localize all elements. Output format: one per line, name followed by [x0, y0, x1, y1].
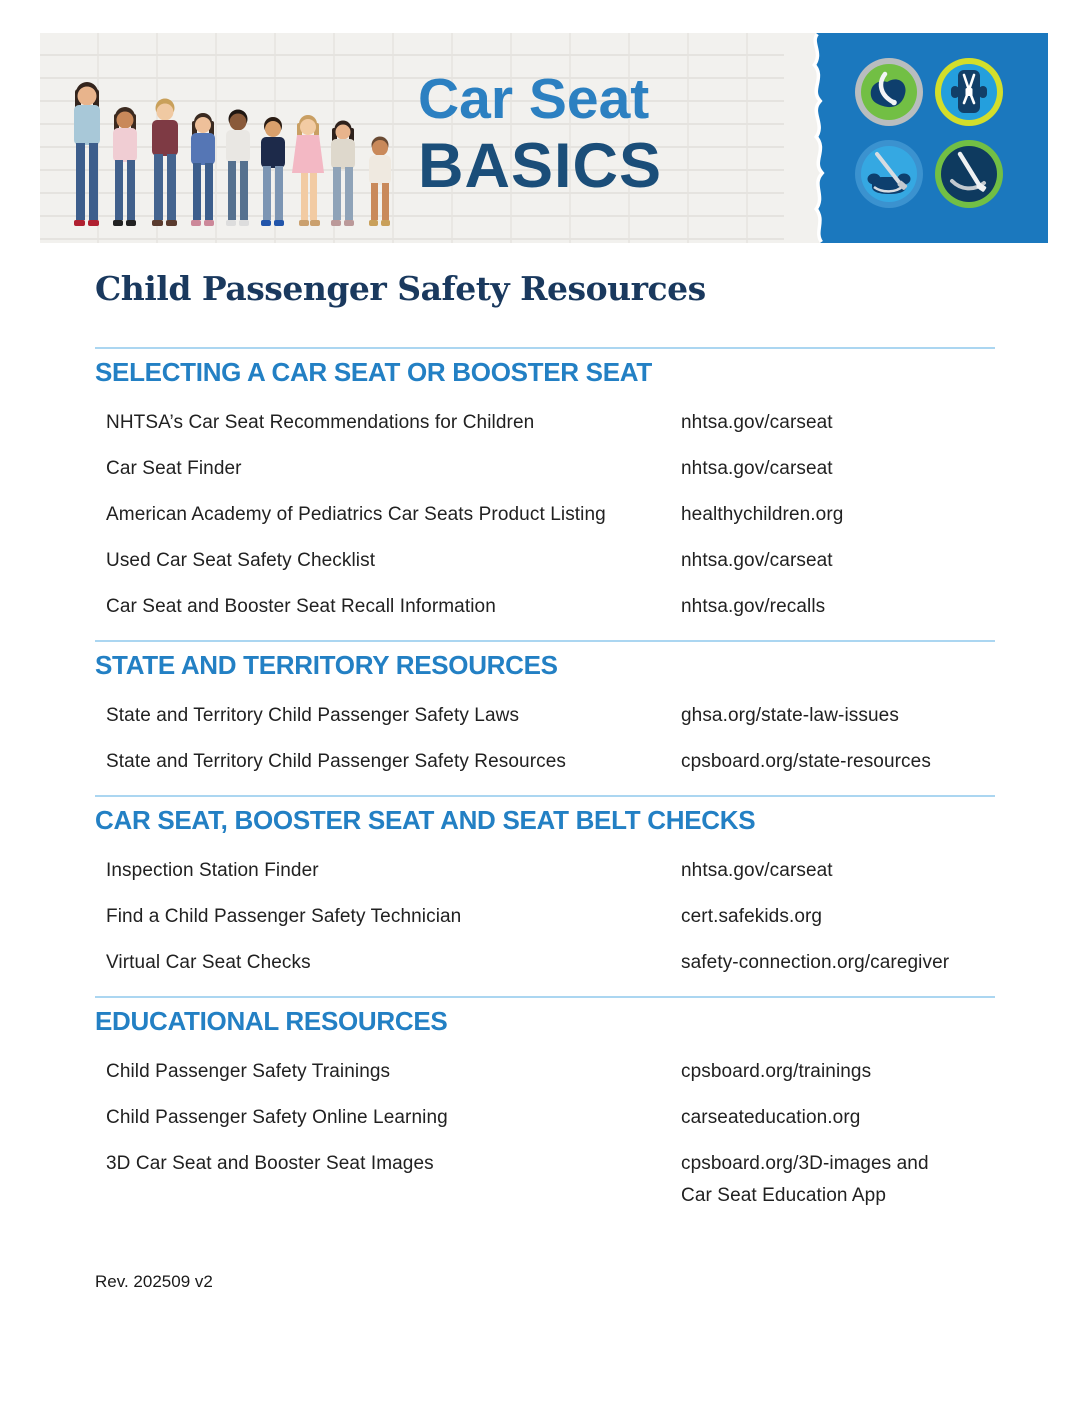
section-divider: [95, 996, 995, 998]
content: [95, 243, 995, 1293]
resource-row: [95, 904, 995, 929]
section-heading: CAR SEAT, BOOSTER SEAT AND SEAT BELT CHECKS: [95, 805, 756, 835]
resource-row: [95, 410, 995, 435]
resource-link-line1[interactable]: cpsboard.org/trainings: [681, 1061, 872, 1082]
resource-link-line1[interactable]: cpsboard.org/state-resources: [681, 751, 931, 772]
resource-link-line1[interactable]: cpsboard.org/3D-images and: [681, 1153, 929, 1174]
infant-carrier-badge-icon: [854, 57, 924, 127]
resource-link[interactable]: [681, 1105, 995, 1130]
resource-link-line1[interactable]: nhtsa.gov/carseat: [681, 860, 833, 881]
banner-title: [418, 67, 663, 201]
resource-link[interactable]: [681, 502, 995, 527]
resource-link[interactable]: [681, 950, 995, 975]
children-group-photo: [65, 81, 410, 228]
resource-row: [95, 594, 995, 619]
resource-row: [95, 858, 995, 883]
section-divider: [95, 795, 995, 797]
banner-title-line1: Car Seat: [418, 67, 650, 131]
resource-link-line1[interactable]: nhtsa.gov/carseat: [681, 458, 833, 479]
resource-link-line1[interactable]: healthychildren.org: [681, 504, 844, 525]
resource-label: Child Passenger Safety Trainings: [106, 1061, 391, 1082]
resource-section: [95, 640, 995, 774]
resource-link[interactable]: [681, 1151, 995, 1208]
booster-seat-belt-badge-icon: [854, 139, 924, 209]
resource-label: Find a Child Passenger Safety Technician: [106, 906, 462, 927]
resource-row: [95, 1059, 995, 1084]
resource-link[interactable]: [681, 904, 995, 929]
sections: [95, 347, 995, 1229]
resource-label: Virtual Car Seat Checks: [106, 952, 311, 973]
resource-row: [95, 950, 995, 975]
resource-row: [95, 749, 995, 774]
resource-rows: [95, 703, 995, 774]
resource-rows: [95, 410, 995, 619]
resource-link-line1[interactable]: cert.safekids.org: [681, 906, 823, 927]
banner-title-line2: BASICS: [418, 131, 663, 201]
resource-link-line1[interactable]: nhtsa.gov/carseat: [681, 412, 833, 433]
section-divider: [95, 347, 995, 349]
resource-label: Car Seat and Booster Seat Recall Information: [106, 596, 496, 617]
resource-link-line1[interactable]: nhtsa.gov/carseat: [681, 550, 833, 571]
resource-row: [95, 502, 995, 527]
resource-link-line1[interactable]: ghsa.org/state-law-issues: [681, 705, 899, 726]
resource-link[interactable]: [681, 456, 995, 481]
resource-link[interactable]: [681, 749, 995, 774]
resource-section: [95, 996, 995, 1208]
harness-car-seat-badge-icon: [934, 57, 1004, 127]
resource-link[interactable]: [681, 548, 995, 573]
resource-label: State and Territory Child Passenger Safety Laws: [106, 705, 520, 726]
resource-section: [95, 347, 995, 619]
resource-section: [95, 795, 995, 975]
resource-link-line2[interactable]: Car Seat Education App: [681, 1185, 887, 1206]
resource-rows: [95, 858, 995, 975]
seat-belt-badge-icon: [934, 139, 1004, 209]
resource-row: [95, 1151, 995, 1208]
resource-link[interactable]: [681, 1059, 995, 1084]
resource-label: State and Territory Child Passenger Safety Resources: [106, 751, 567, 772]
resource-row: [95, 456, 995, 481]
section-heading: SELECTING A CAR SEAT OR BOOSTER SEAT: [95, 357, 652, 387]
resource-link-line1[interactable]: nhtsa.gov/recalls: [681, 596, 826, 617]
section-heading: STATE AND TERRITORY RESOURCES: [95, 650, 558, 680]
resource-label: Child Passenger Safety Online Learning: [106, 1107, 448, 1128]
resource-label: Inspection Station Finder: [106, 860, 319, 881]
section-heading: EDUCATIONAL RESOURCES: [95, 1006, 448, 1036]
resource-label: Car Seat Finder: [106, 458, 242, 479]
resource-label: Used Car Seat Safety Checklist: [106, 550, 376, 571]
resource-row: [95, 1105, 995, 1130]
resource-link-line1[interactable]: safety-connection.org/caregiver: [681, 952, 950, 973]
resource-link[interactable]: [681, 410, 995, 435]
torn-paper-edge: [784, 33, 844, 243]
banner: [40, 33, 1048, 243]
resource-link[interactable]: [681, 703, 995, 728]
revision-label: Rev. 202509 v2: [95, 1272, 213, 1291]
section-divider: [95, 640, 995, 642]
resource-label: American Academy of Pediatrics Car Seats Product Listing: [106, 504, 606, 525]
blue-panel: [798, 33, 1048, 243]
resource-link[interactable]: [681, 858, 995, 883]
resource-link-line1[interactable]: carseateducation.org: [681, 1107, 861, 1128]
resource-label: 3D Car Seat and Booster Seat Images: [106, 1153, 434, 1174]
page-title: Child Passenger Safety Resources: [95, 269, 706, 308]
resource-link[interactable]: [681, 594, 995, 619]
resource-label: NHTSA’s Car Seat Recommendations for Children: [106, 412, 535, 433]
resource-row: [95, 548, 995, 573]
badge-grid: [854, 57, 1004, 209]
resource-row: [95, 703, 995, 728]
resource-rows: [95, 1059, 995, 1208]
